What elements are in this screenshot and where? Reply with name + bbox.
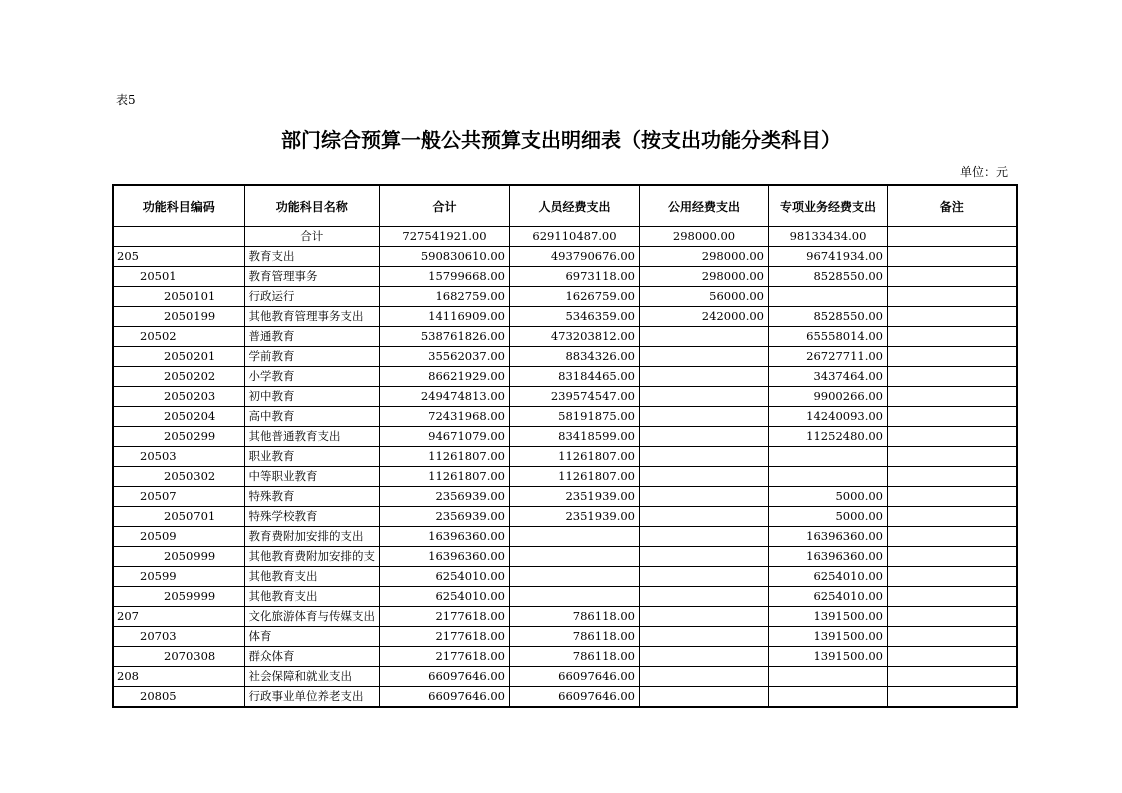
cell-note bbox=[888, 607, 1017, 627]
header-total: 合计 bbox=[380, 185, 510, 227]
cell-name: 高中教育 bbox=[244, 407, 380, 427]
cell-note bbox=[888, 487, 1017, 507]
cell-personnel: 1626759.00 bbox=[510, 287, 640, 307]
cell-total: 86621929.00 bbox=[380, 367, 510, 387]
cell-name: 行政运行 bbox=[244, 287, 380, 307]
cell-special bbox=[769, 287, 888, 307]
cell-personnel: 239574547.00 bbox=[510, 387, 640, 407]
table-row bbox=[113, 647, 1017, 667]
cell-total: 16396360.00 bbox=[380, 527, 510, 547]
cell-public: 298000.00 bbox=[640, 247, 769, 267]
cell-code: 2050701 bbox=[113, 507, 244, 527]
cell-name: 特殊学校教育 bbox=[244, 507, 380, 527]
cell-personnel: 493790676.00 bbox=[510, 247, 640, 267]
cell-note bbox=[888, 367, 1017, 387]
cell-name: 社会保障和就业支出 bbox=[244, 667, 380, 687]
cell-special: 16396360.00 bbox=[769, 527, 888, 547]
cell-public bbox=[640, 667, 769, 687]
cell-special bbox=[769, 447, 888, 467]
table-row bbox=[113, 507, 1017, 527]
cell-total: 66097646.00 bbox=[380, 687, 510, 708]
cell-total: 2356939.00 bbox=[380, 507, 510, 527]
page-title: 部门综合预算一般公共预算支出明细表（按支出功能分类科目） bbox=[281, 128, 841, 152]
cell-code: 20502 bbox=[113, 327, 244, 347]
cell-personnel: 473203812.00 bbox=[510, 327, 640, 347]
table-row bbox=[113, 487, 1017, 507]
table-row bbox=[113, 327, 1017, 347]
cell-name: 教育支出 bbox=[244, 247, 380, 267]
header-name: 功能科目名称 bbox=[244, 185, 380, 227]
cell-code: 2050999 bbox=[113, 547, 244, 567]
header-special: 专项业务经费支出 bbox=[769, 185, 888, 227]
cell-code: 20599 bbox=[113, 567, 244, 587]
table-row bbox=[113, 467, 1017, 487]
cell-note bbox=[888, 287, 1017, 307]
table-row bbox=[113, 287, 1017, 307]
table-row bbox=[113, 567, 1017, 587]
cell-total: 727541921.00 bbox=[380, 227, 510, 247]
cell-total: 6254010.00 bbox=[380, 567, 510, 587]
cell-note bbox=[888, 667, 1017, 687]
cell-note bbox=[888, 307, 1017, 327]
cell-special: 96741934.00 bbox=[769, 247, 888, 267]
cell-note bbox=[888, 407, 1017, 427]
cell-personnel bbox=[510, 547, 640, 567]
cell-personnel: 11261807.00 bbox=[510, 447, 640, 467]
cell-note bbox=[888, 567, 1017, 587]
cell-public bbox=[640, 607, 769, 627]
cell-note bbox=[888, 467, 1017, 487]
cell-public bbox=[640, 647, 769, 667]
cell-total: 94671079.00 bbox=[380, 427, 510, 447]
cell-personnel: 8834326.00 bbox=[510, 347, 640, 367]
cell-name: 教育管理事务 bbox=[244, 267, 380, 287]
cell-personnel: 11261807.00 bbox=[510, 467, 640, 487]
table-row bbox=[113, 527, 1017, 547]
cell-note bbox=[888, 247, 1017, 267]
header-personnel: 人员经费支出 bbox=[510, 185, 640, 227]
cell-note bbox=[888, 527, 1017, 547]
cell-public bbox=[640, 687, 769, 708]
cell-code: 20507 bbox=[113, 487, 244, 507]
cell-total: 1682759.00 bbox=[380, 287, 510, 307]
cell-special: 1391500.00 bbox=[769, 627, 888, 647]
cell-total: 6254010.00 bbox=[380, 587, 510, 607]
table-header-row bbox=[113, 185, 1017, 227]
cell-public bbox=[640, 527, 769, 547]
cell-code: 2070308 bbox=[113, 647, 244, 667]
cell-note bbox=[888, 687, 1017, 708]
cell-personnel: 5346359.00 bbox=[510, 307, 640, 327]
cell-special: 11252480.00 bbox=[769, 427, 888, 447]
cell-name: 普通教育 bbox=[244, 327, 380, 347]
cell-note bbox=[888, 427, 1017, 447]
cell-special: 65558014.00 bbox=[769, 327, 888, 347]
cell-note bbox=[888, 267, 1017, 287]
table-row bbox=[113, 587, 1017, 607]
cell-code bbox=[113, 227, 244, 247]
table-row bbox=[113, 667, 1017, 687]
cell-code: 20503 bbox=[113, 447, 244, 467]
cell-total: 2177618.00 bbox=[380, 607, 510, 627]
cell-personnel: 786118.00 bbox=[510, 627, 640, 647]
cell-code: 2050201 bbox=[113, 347, 244, 367]
budget-detail-table bbox=[112, 184, 1018, 708]
cell-special: 6254010.00 bbox=[769, 587, 888, 607]
cell-public bbox=[640, 567, 769, 587]
cell-public bbox=[640, 547, 769, 567]
header-note: 备注 bbox=[888, 185, 1017, 227]
cell-public bbox=[640, 447, 769, 467]
header-code: 功能科目编码 bbox=[113, 185, 244, 227]
cell-total: 2177618.00 bbox=[380, 627, 510, 647]
cell-personnel: 83418599.00 bbox=[510, 427, 640, 447]
cell-name: 其他普通教育支出 bbox=[244, 427, 380, 447]
cell-note bbox=[888, 447, 1017, 467]
cell-note bbox=[888, 547, 1017, 567]
cell-special: 9900266.00 bbox=[769, 387, 888, 407]
cell-special bbox=[769, 687, 888, 708]
cell-note bbox=[888, 347, 1017, 367]
cell-personnel: 66097646.00 bbox=[510, 667, 640, 687]
cell-code: 205 bbox=[113, 247, 244, 267]
cell-name: 小学教育 bbox=[244, 367, 380, 387]
cell-public bbox=[640, 327, 769, 347]
cell-public bbox=[640, 387, 769, 407]
cell-total: 590830610.00 bbox=[380, 247, 510, 267]
cell-public bbox=[640, 427, 769, 447]
cell-name: 行政事业单位养老支出 bbox=[244, 687, 380, 708]
cell-public: 298000.00 bbox=[640, 227, 769, 247]
cell-code: 20501 bbox=[113, 267, 244, 287]
cell-code: 2050203 bbox=[113, 387, 244, 407]
table-row bbox=[113, 407, 1017, 427]
cell-name: 职业教育 bbox=[244, 447, 380, 467]
table-row bbox=[113, 547, 1017, 567]
cell-code: 2050299 bbox=[113, 427, 244, 447]
cell-code: 207 bbox=[113, 607, 244, 627]
cell-note bbox=[888, 647, 1017, 667]
cell-name: 其他教育费附加安排的支 bbox=[244, 547, 380, 567]
cell-total: 11261807.00 bbox=[380, 447, 510, 467]
cell-name: 其他教育支出 bbox=[244, 567, 380, 587]
table-row bbox=[113, 387, 1017, 407]
cell-note bbox=[888, 327, 1017, 347]
cell-name: 其他教育管理事务支出 bbox=[244, 307, 380, 327]
table-row bbox=[113, 347, 1017, 367]
cell-name: 中等职业教育 bbox=[244, 467, 380, 487]
cell-personnel: 786118.00 bbox=[510, 647, 640, 667]
cell-personnel: 6973118.00 bbox=[510, 267, 640, 287]
cell-special: 6254010.00 bbox=[769, 567, 888, 587]
cell-code: 20805 bbox=[113, 687, 244, 708]
table-row bbox=[113, 447, 1017, 467]
cell-public bbox=[640, 587, 769, 607]
cell-code: 2050101 bbox=[113, 287, 244, 307]
cell-special: 98133434.00 bbox=[769, 227, 888, 247]
cell-public bbox=[640, 347, 769, 367]
cell-name: 体育 bbox=[244, 627, 380, 647]
cell-total: 2177618.00 bbox=[380, 647, 510, 667]
cell-code: 2050204 bbox=[113, 407, 244, 427]
table-row bbox=[113, 367, 1017, 387]
cell-total: 11261807.00 bbox=[380, 467, 510, 487]
cell-total: 2356939.00 bbox=[380, 487, 510, 507]
cell-public: 242000.00 bbox=[640, 307, 769, 327]
cell-personnel bbox=[510, 527, 640, 547]
cell-code: 2050302 bbox=[113, 467, 244, 487]
cell-special: 14240093.00 bbox=[769, 407, 888, 427]
cell-name: 文化旅游体育与传媒支出 bbox=[244, 607, 380, 627]
cell-public: 298000.00 bbox=[640, 267, 769, 287]
cell-total: 72431968.00 bbox=[380, 407, 510, 427]
cell-note bbox=[888, 587, 1017, 607]
cell-personnel: 786118.00 bbox=[510, 607, 640, 627]
cell-special bbox=[769, 667, 888, 687]
header-public: 公用经费支出 bbox=[640, 185, 769, 227]
cell-name: 初中教育 bbox=[244, 387, 380, 407]
table-row bbox=[113, 427, 1017, 447]
cell-personnel: 66097646.00 bbox=[510, 687, 640, 708]
cell-note bbox=[888, 627, 1017, 647]
cell-public bbox=[640, 487, 769, 507]
cell-code: 2059999 bbox=[113, 587, 244, 607]
cell-public bbox=[640, 467, 769, 487]
cell-public: 56000.00 bbox=[640, 287, 769, 307]
table-row bbox=[113, 247, 1017, 267]
cell-name: 教育费附加安排的支出 bbox=[244, 527, 380, 547]
cell-total: 538761826.00 bbox=[380, 327, 510, 347]
cell-public bbox=[640, 507, 769, 527]
cell-personnel: 83184465.00 bbox=[510, 367, 640, 387]
cell-special: 8528550.00 bbox=[769, 307, 888, 327]
cell-special bbox=[769, 467, 888, 487]
cell-total: 249474813.00 bbox=[380, 387, 510, 407]
cell-name: 其他教育支出 bbox=[244, 587, 380, 607]
cell-total: 16396360.00 bbox=[380, 547, 510, 567]
cell-code: 2050202 bbox=[113, 367, 244, 387]
cell-personnel: 2351939.00 bbox=[510, 487, 640, 507]
cell-special: 1391500.00 bbox=[769, 647, 888, 667]
cell-name: 特殊教育 bbox=[244, 487, 380, 507]
cell-special: 5000.00 bbox=[769, 507, 888, 527]
cell-public bbox=[640, 627, 769, 647]
cell-name: 群众体育 bbox=[244, 647, 380, 667]
table-total-row bbox=[113, 227, 1017, 247]
cell-code: 2050199 bbox=[113, 307, 244, 327]
table-row bbox=[113, 607, 1017, 627]
cell-personnel: 629110487.00 bbox=[510, 227, 640, 247]
cell-special: 8528550.00 bbox=[769, 267, 888, 287]
cell-name: 学前教育 bbox=[244, 347, 380, 367]
cell-personnel: 2351939.00 bbox=[510, 507, 640, 527]
cell-personnel: 58191875.00 bbox=[510, 407, 640, 427]
cell-special: 1391500.00 bbox=[769, 607, 888, 627]
cell-note bbox=[888, 507, 1017, 527]
cell-name: 合计 bbox=[244, 227, 380, 247]
table-row bbox=[113, 307, 1017, 327]
cell-code: 20703 bbox=[113, 627, 244, 647]
cell-code: 208 bbox=[113, 667, 244, 687]
cell-total: 14116909.00 bbox=[380, 307, 510, 327]
cell-code: 20509 bbox=[113, 527, 244, 547]
table-row bbox=[113, 267, 1017, 287]
cell-personnel bbox=[510, 567, 640, 587]
cell-public bbox=[640, 367, 769, 387]
cell-special: 26727711.00 bbox=[769, 347, 888, 367]
cell-note bbox=[888, 227, 1017, 247]
cell-note bbox=[888, 387, 1017, 407]
cell-special: 5000.00 bbox=[769, 487, 888, 507]
cell-total: 66097646.00 bbox=[380, 667, 510, 687]
cell-personnel bbox=[510, 587, 640, 607]
cell-public bbox=[640, 407, 769, 427]
cell-special: 3437464.00 bbox=[769, 367, 888, 387]
table-number-label: 表5 bbox=[116, 93, 136, 107]
table-row bbox=[113, 627, 1017, 647]
unit-label: 单位：元 bbox=[959, 165, 1008, 179]
cell-total: 15799668.00 bbox=[380, 267, 510, 287]
cell-special: 16396360.00 bbox=[769, 547, 888, 567]
cell-total: 35562037.00 bbox=[380, 347, 510, 367]
table-row bbox=[113, 687, 1017, 708]
